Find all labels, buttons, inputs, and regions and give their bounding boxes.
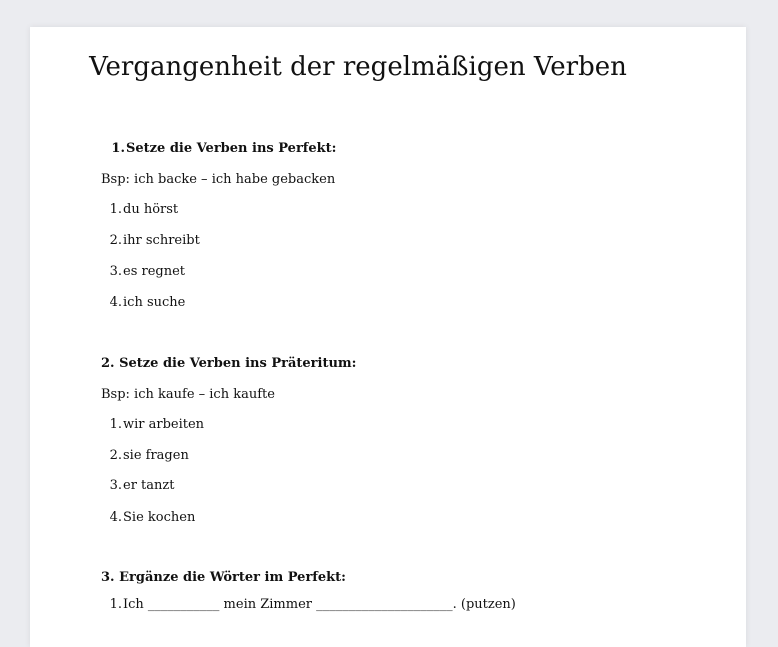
list-item-number: 3. xyxy=(109,264,122,279)
list-item xyxy=(108,510,195,525)
list-item-number: 1. xyxy=(109,597,122,612)
list-item xyxy=(108,417,204,432)
section-1-number: 1. xyxy=(111,141,125,156)
list-item-number: 3. xyxy=(109,478,122,493)
list-item-text: ich suche xyxy=(123,295,186,310)
list-item-text: Sie kochen xyxy=(123,510,196,525)
section-2-heading: 2. Setze die Verben ins Präteritum: xyxy=(101,356,357,371)
section-2-example: Bsp: ich kaufe – ich kaufte xyxy=(101,387,275,402)
list-item-text: es regnet xyxy=(123,264,186,279)
list-item-text: sie fragen xyxy=(123,448,189,463)
section-3-heading: 3. Ergänze die Wörter im Perfekt: xyxy=(101,570,346,585)
list-item xyxy=(108,264,185,279)
list-item-number: 1. xyxy=(109,417,122,432)
section-1-heading-text: Setze die Verben ins Perfekt: xyxy=(126,141,337,156)
list-item-text: Ich ___________ mein Zimmer _____________________. (putzen) xyxy=(123,597,516,612)
list-item-number: 2. xyxy=(109,233,122,248)
section-1-example: Bsp: ich backe – ich habe gebacken xyxy=(101,172,336,187)
list-item-text: ihr schreibt xyxy=(123,233,200,248)
list-item xyxy=(108,448,189,463)
list-item xyxy=(108,478,174,493)
list-item-number: 1. xyxy=(109,202,122,217)
list-item-text: du hörst xyxy=(123,202,179,217)
document-page xyxy=(30,27,746,647)
list-item-number: 4. xyxy=(109,510,122,525)
list-item xyxy=(108,233,200,248)
list-item-number: 2. xyxy=(109,448,122,463)
list-item xyxy=(108,295,185,310)
list-item xyxy=(108,597,516,612)
list-item-number: 4. xyxy=(109,295,122,310)
list-item-text: er tanzt xyxy=(123,478,175,493)
section-1-heading xyxy=(111,141,336,156)
list-item xyxy=(108,202,178,217)
page-title: Vergangenheit der regelmäßigen Verben xyxy=(89,52,627,82)
list-item-text: wir arbeiten xyxy=(123,417,205,432)
